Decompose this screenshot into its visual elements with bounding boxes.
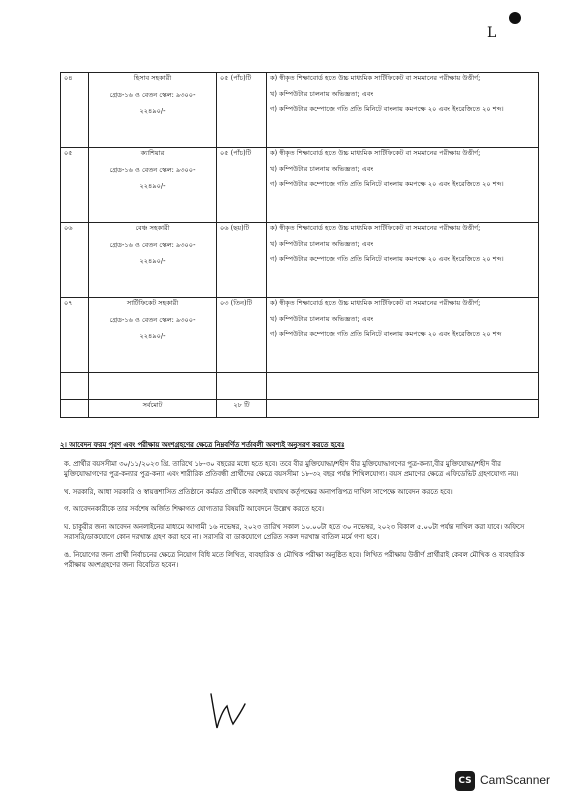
requirements-cell: [267, 73, 539, 148]
requirements-cell: [267, 148, 539, 223]
requirement-item: গ) কম্পিউটার কম্পোজে গতি প্রতি মিনিটে বাংলায় কমপক্ষে ২০ এবং ইংরেজিতে ২০ শব্দ।: [270, 105, 504, 114]
serial-cell: ০৭: [61, 298, 89, 373]
ink-dot: [509, 12, 521, 24]
post-count: ০৫ (পাঁচ)টি: [217, 148, 267, 223]
total-count: ২৮ টি: [217, 400, 267, 418]
post-pay-scale-end: ২২৪৯০/-: [139, 107, 166, 116]
table-row-blank: [61, 373, 539, 400]
post-title: বেঞ্চ সহকারী: [135, 224, 170, 232]
post-title: হিসাব সহকারী: [133, 74, 172, 82]
post-count: ০৬ (ছয়)টি: [217, 223, 267, 298]
post-cell: [89, 73, 217, 148]
post-cell: [89, 298, 217, 373]
handwritten-signature: [205, 690, 253, 732]
post-count: ০৩ (তিন)টি: [217, 298, 267, 373]
requirement-item: খ) কম্পিউটার চালনায় অভিজ্ঞতা; এবং: [270, 164, 374, 173]
post-pay-scale-end: ২২৪৯০/-: [139, 182, 166, 191]
requirement-item: গ) কম্পিউটার কম্পোজে গতি প্রতি মিনিটে বাংলায় কমপক্ষে ২০ এবং ইংরেজিতে ২০ শব্দ।: [270, 180, 504, 189]
instruction-paragraph: ঙ. নিয়োগের জন্য প্রার্থী নির্বাচনের ক্ষেত্রে নিয়োগ বিধি মতে লিখিত, ব্যবহারিক ও মৌখিক পরীক্ষা অনুষ্ঠিত হবে। লিখিত পরীক্ষায় উত্তীর্ণ প্রার্থীরাই কেবল মৌখিক ও ব্যবহারিক পরীক্ষায় অংশগ্রহণের জন্য বিবেচিত হবেন।: [64, 550, 525, 570]
post-pay-scale-end: ২২৪৯০/-: [139, 257, 166, 266]
post-pay-scale-end: ২২৪৯০/-: [139, 332, 166, 341]
total-label: সর্বমোট: [89, 400, 217, 418]
post-grade: গ্রেড-১৬ ও বেতন স্কেল: ৯৩০০-: [109, 240, 196, 249]
serial-cell: ০৪: [61, 73, 89, 148]
table-row: [61, 223, 539, 298]
instruction-paragraph: ক. প্রার্থীর বয়সসীমা ৩০/১১/২০২৩ খ্রি. তারিখে ১৮-৩০ বছরের মধ্যে হতে হবে। তবে বীর মুক্তিযোদ্ধা/শহীদ বীর মুক্তিযোদ্ধাগণের পুত্র-কন্যা,বীর মুক্তিযোদ্ধা/শহীদ বীর মুক্তিযোদ্ধাগণের পুত্র-কন্যার পুত্র-কন্যা এবং শারীরিক প্রতিবন্ধী প্রার্থীদের ক্ষেত্রে বয়সসীমা ১৮-৩২ বছর পর্যন্ত শিথিলযোগ্য। বয়স প্রমাণের ক্ষেত্রে এফিডেভিট গ্রহণযোগ্য নয়।: [64, 459, 519, 479]
requirement-item: ক) স্বীকৃত শিক্ষাবোর্ড হতে উচ্চ মাধ্যমিক সার্টিফিকেট বা সমমানের পরীক্ষায় উত্তীর্ণ;: [270, 149, 481, 157]
post-cell: [89, 148, 217, 223]
requirement-item: গ) কম্পিউটার কম্পোজে গতি প্রতি মিনিটে বাংলায় কমপক্ষে ২০ এবং ইংরেজিতে ২০ শব্দ।: [270, 255, 504, 264]
requirement-item: গ) কম্পিউটার কম্পোজে গতি প্রতি মিনিটে বাংলায় কমপক্ষে ২০ এবং ইংরেজিতে ২০ শব্দ: [270, 330, 502, 339]
table-row: [61, 73, 539, 148]
instructions-heading: ২। আবেদন ফরম পূরণ এবং পরীক্ষায় অংশগ্রহণের ক্ষেত্রে নিম্নবর্ণিত শর্তাবলী অবশ্যই অনুসরণ করতে হবেঃ: [60, 441, 345, 449]
requirement-item: খ) কম্পিউটার চালনায় অভিজ্ঞতা; এবং: [270, 239, 374, 248]
camscanner-logo-icon: CS: [455, 771, 475, 791]
post-title: ক্যাশিয়ার: [140, 149, 165, 157]
requirement-item: ক) স্বীকৃত শিক্ষাবোর্ড হতে উচ্চ মাধ্যমিক সার্টিফিকেট বা সমমানের পরীক্ষায় উত্তীর্ণ;: [270, 299, 481, 307]
post-cell: [89, 223, 217, 298]
requirement-item: ক) স্বীকৃত শিক্ষাবোর্ড হতে উচ্চ মাধ্যমিক সার্টিফিকেট বা সমমানের পরীক্ষায় উত্তীর্ণ;: [270, 224, 481, 232]
instruction-paragraph: ঘ. চাকুরীর জন্য আবেদন অনলাইনের মাধ্যমে আগামী ১৬ নভেম্বর, ২০২৩ তারিখ সকাল ১০.০০টা হতে ৩০ নভেম্বর, ২০২৩ বিকাল ৫.০০টা পর্যন্ত দাখিল করা যাবে। অফিসে সরাসরি/ডাকযোগে কোন দরখাস্ত গ্রহণ করা হবে না। সরাসরি বা ডাকযোগে প্রেরিত সকল দরখাস্ত বাতিল মর্মে গণ্য হবে।: [64, 522, 525, 542]
requirement-item: খ) কম্পিউটার চালনায় অভিজ্ঞতা; এবং: [270, 314, 374, 323]
requirement-item: খ) কম্পিউটার চালনায় অভিজ্ঞতা; এবং: [270, 89, 374, 98]
page-marker: L: [487, 25, 497, 41]
table-row: [61, 298, 539, 373]
serial-cell: ০৬: [61, 223, 89, 298]
post-grade: গ্রেড-১৬ ও বেতন স্কেল: ৯৩০০-: [109, 90, 196, 99]
requirements-cell: [267, 298, 539, 373]
instruction-paragraph: গ. আবেদনকারীকে তার সর্বশেষ অর্জিত শিক্ষাগত যোগ্যতার বিষয়টি আবেদনে উল্লেখ করতে হবে।: [64, 505, 324, 514]
post-grade: গ্রেড-১৬ ও বেতন স্কেল: ৯৩০০-: [109, 165, 196, 174]
requirement-item: ক) স্বীকৃত শিক্ষাবোর্ড হতে উচ্চ মাধ্যমিক সার্টিফিকেট বা সমমানের পরীক্ষায় উত্তীর্ণ;: [270, 74, 481, 82]
serial-cell: ০৫: [61, 148, 89, 223]
post-title: সার্টিফিকেট সহকারী: [126, 299, 179, 307]
table-row-total: [61, 400, 539, 418]
instruction-paragraph: খ. সরকারি, আধা সরকারি ও স্বায়ত্তশাসিত প্রতিষ্ঠানে কর্মরত প্রার্থীকে অবশ্যই যথাযথ কর্তৃপক্ষের অনাপত্তিপত্র দাখিল সাপেক্ষে আবেদন করতে হবে।: [64, 487, 453, 496]
instructions-section: [60, 440, 540, 578]
posts-table: [60, 72, 539, 418]
post-count: ০৫ (পাঁচ)টি: [217, 73, 267, 148]
camscanner-watermark: CamScanner: [480, 773, 551, 787]
requirements-cell: [267, 223, 539, 298]
post-grade: গ্রেড-১৬ ও বেতন স্কেল: ৯৩০০-: [109, 315, 196, 324]
table-row: [61, 148, 539, 223]
